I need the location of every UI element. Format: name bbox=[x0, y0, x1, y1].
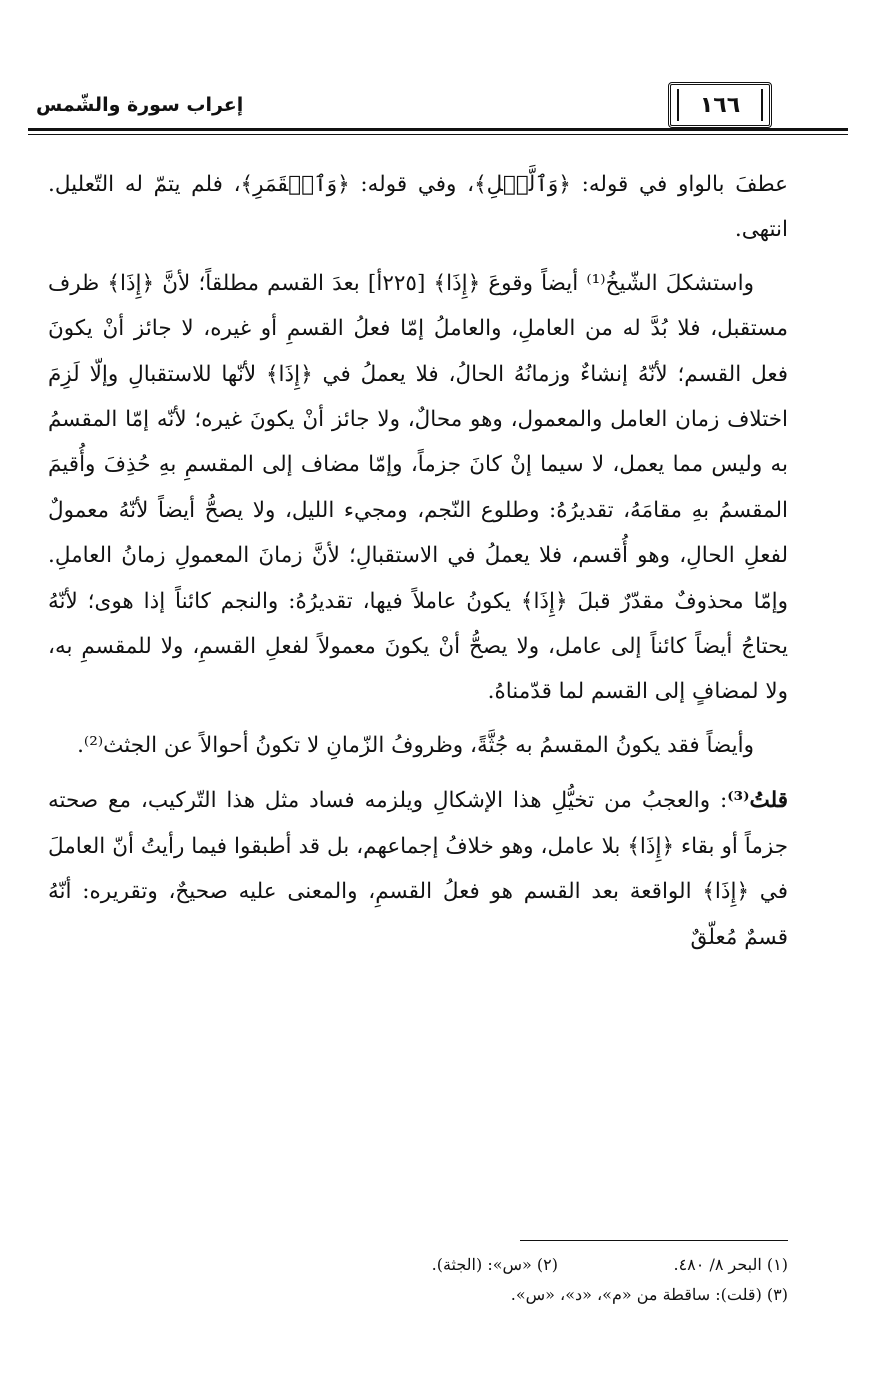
paragraph-text: : والعجبُ من تخيُّلِ هذا الإشكالِ ويلزمه فساد مثل هذا التّركيب، مع صحته جزماً أو بقاء ﴿إِذَا﴾ بلا عامل، وهو خلافُ إجماعهم، بل قد أطبقوا فيما رأيتُ أنّ العاملَ في ﴿إِذَا﴾ الواقعة بعد القسم هو فعلُ القسمِ، والمعنى عليه صحيحٌ، وتقريره: أنّهُ قسمٌ مُعلّقٌ bbox=[48, 788, 788, 950]
header-rule-thin bbox=[28, 134, 848, 135]
paragraph-text: وأيضاً فقد يكونُ المقسمُ به جُثَّةً، وظروفُ الزّمانِ لا تكونُ أحوالاً عن الجثث⁽²⁾. bbox=[77, 732, 754, 758]
header-rule bbox=[28, 128, 848, 131]
paragraph-1 bbox=[48, 162, 788, 253]
paragraph-text: عطفَ بالواو في قوله: ﴿وَٱلَّيۡلِ﴾، وفي قوله: ﴿وَٱلۡقَمَرِ﴾، فلم يتمّ له التّعليل. انتهى. bbox=[48, 172, 788, 243]
footnote-row bbox=[60, 1250, 788, 1280]
page-number-badge bbox=[668, 82, 772, 128]
footnote-2: (٢) «س»: (الجثة). bbox=[431, 1255, 558, 1274]
paragraph-3 bbox=[48, 723, 788, 768]
page-number: ١٦٦ bbox=[699, 92, 741, 118]
paragraph-lead: قلتُ⁽³⁾ bbox=[727, 788, 788, 814]
footnotes bbox=[60, 1250, 788, 1310]
paragraph-2 bbox=[48, 261, 788, 715]
page-header bbox=[28, 78, 848, 134]
running-title: إعراب سورة والشّمس bbox=[36, 94, 244, 116]
footnote-3: (٣) (قلت): ساقطة من «م»، «د»، «س». bbox=[510, 1285, 788, 1304]
paragraph-4 bbox=[48, 778, 788, 960]
paragraph-text: واستشكلَ الشّيخُ⁽¹⁾ أيضاً وقوعَ ﴿إِذَا﴾ [٢٢٥أ] بعدَ القسم مطلقاً؛ لأنَّ ﴿إِذَا﴾ ظرف مستقبل، فلا بُدَّ له من العاملِ، والعاملُ إمّا فعلُ القسمِ أو غيره، لا جائز أنْ يكونَ فعل القسم؛ لأنّهُ إنشاءٌ وزمانُهُ الحالُ، فلا يعملُ في ﴿إِذَا﴾ لأنّها للاستقبالِ وإلّا لَزِمَ اختلاف زمان العامل والمعمول، وهو محالٌ، ولا جائز أنْ يكونَ غيره؛ لأنّه إمّا المقسمُ به وليس مما يعمل، لا سيما إنْ كانَ جزماً، وإمّا مضاف إلى المقسمِ بهِ حُذِفَ وأُقيمَ المقسمُ بهِ مقامَهُ، تقديرُهُ: وطلوع النّجم، ومجيء الليل، ولا يصحُّ أيضاً لأنّهُ معمولٌ لفعلِ الحالِ، وهو أُقسم، فلا يعملُ في الاستقبالِ؛ لأنَّ زمانَ المعمولِ زمانُ العاملِ. وإمّا محذوفٌ مقدّرٌ قبلَ ﴿إِذَا﴾ يكونُ عاملاً فيها، تقديرُهُ: والنجم كائناً إذا هوى؛ لأنّهُ يحتاجُ أيضاً كائناً إلى عامل، ولا يصحُّ أنْ يكونَ معمولاً لفعلِ القسمِ، ولا للمقسمِ به، ولا لمضافٍ إلى القسم لما قدّمناهُ. bbox=[48, 270, 788, 705]
main-text bbox=[48, 162, 788, 960]
footnote-row bbox=[60, 1280, 788, 1310]
footnote-1: (١) البحر ٨/ ٤٨٠. bbox=[673, 1255, 788, 1274]
footnote-separator bbox=[520, 1240, 788, 1241]
